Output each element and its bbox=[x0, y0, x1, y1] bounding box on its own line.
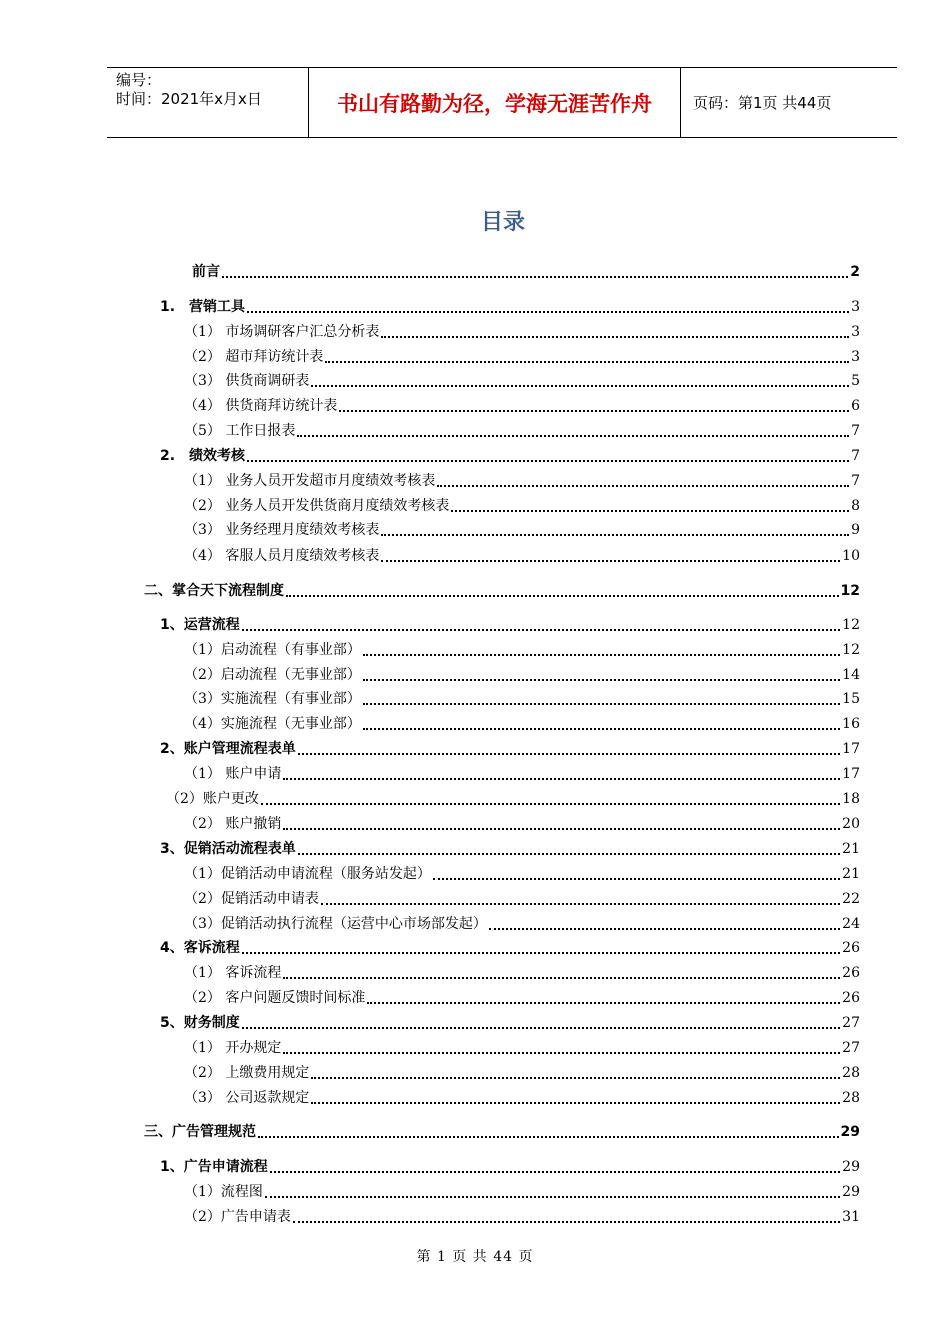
toc-entry-label: （3） 供货商调研表 bbox=[184, 373, 310, 389]
toc-entry-page: 14 bbox=[842, 667, 860, 683]
header-motto: 书山有路勤为径，学海无涯苦作舟 bbox=[309, 68, 681, 137]
toc-entry[interactable] bbox=[160, 446, 860, 466]
toc-entry-page: 7 bbox=[851, 473, 860, 489]
toc-entry-page: 3 bbox=[851, 299, 860, 315]
toc-entry-label: （2） 上缴费用规定 bbox=[184, 1065, 310, 1081]
toc-entry-page: 12 bbox=[842, 617, 860, 633]
toc-entry[interactable] bbox=[184, 1063, 860, 1083]
toc-leader-dots bbox=[247, 310, 849, 313]
toc-entry-page: 27 bbox=[842, 1015, 860, 1031]
toc-entry[interactable] bbox=[184, 988, 860, 1008]
toc-entry-page: 12 bbox=[840, 583, 860, 599]
toc-entry-label: 5、财务制度 bbox=[160, 1015, 240, 1031]
page-footer: 第 1 页 共 44 页 bbox=[416, 1249, 534, 1265]
toc-leader-dots bbox=[283, 827, 840, 830]
toc-entry[interactable] bbox=[160, 739, 860, 759]
toc-leader-dots bbox=[321, 902, 840, 905]
toc-entry-page: 31 bbox=[842, 1209, 860, 1225]
toc-entry[interactable] bbox=[160, 297, 860, 317]
toc-entry-page: 17 bbox=[842, 766, 860, 782]
toc-entry[interactable] bbox=[184, 764, 860, 784]
toc-entry-label: （2）启动流程（无事业部） bbox=[184, 667, 361, 683]
toc-entry-label: （5） 工作日报表 bbox=[184, 423, 296, 439]
toc-entry[interactable] bbox=[160, 839, 860, 859]
toc-entry[interactable] bbox=[184, 1038, 860, 1058]
toc-title: 目录 bbox=[480, 210, 525, 235]
toc-entry[interactable] bbox=[184, 1207, 860, 1227]
toc-entry-label: （1）启动流程（有事业部） bbox=[184, 642, 361, 658]
toc-entry[interactable] bbox=[184, 914, 860, 934]
toc-entry[interactable] bbox=[184, 814, 860, 834]
toc-leader-dots bbox=[293, 1220, 840, 1223]
toc-entry-label: （2） 超市拜访统计表 bbox=[184, 349, 324, 365]
toc-leader-dots bbox=[283, 1051, 840, 1054]
toc-entry[interactable] bbox=[184, 689, 860, 709]
toc-leader-dots bbox=[311, 1076, 840, 1079]
toc-leader-dots bbox=[339, 409, 849, 412]
toc-leader-dots bbox=[381, 533, 849, 536]
toc-entry-page: 7 bbox=[851, 423, 860, 439]
toc-entry-label: （3） 公司返款规定 bbox=[184, 1090, 310, 1106]
toc-entry-label: （2） 业务人员开发供货商月度绩效考核表 bbox=[184, 498, 450, 514]
toc-entry-page: 18 bbox=[842, 791, 860, 807]
toc-leader-dots bbox=[367, 1001, 840, 1004]
toc-entry-page: 7 bbox=[851, 448, 860, 464]
toc-entry-label: （3）促销活动执行流程（运营中心市场部发起） bbox=[184, 916, 487, 932]
toc-entry-label: （1）流程图 bbox=[184, 1184, 263, 1200]
toc-leader-dots bbox=[311, 1101, 840, 1104]
toc-leader-dots bbox=[433, 877, 840, 880]
toc-entry[interactable] bbox=[160, 615, 860, 635]
toc-entry-page: 2 bbox=[850, 264, 860, 280]
toc-leader-dots bbox=[242, 628, 840, 631]
toc-entry-label: （4） 供货商拜访统计表 bbox=[184, 398, 338, 414]
toc-entry-page: 24 bbox=[842, 916, 860, 932]
document-number: 编号： bbox=[116, 71, 162, 89]
toc-entry-page: 26 bbox=[842, 965, 860, 981]
toc-leader-dots bbox=[489, 927, 840, 930]
toc-entry-page: 29 bbox=[840, 1124, 860, 1140]
toc-entry-label: 2. 绩效考核 bbox=[160, 448, 246, 464]
toc-leader-dots bbox=[247, 459, 849, 462]
toc-entry-label: （2） 账户撤销 bbox=[184, 816, 282, 832]
toc-entry-label: 前言 bbox=[192, 264, 220, 280]
toc-leader-dots bbox=[381, 559, 840, 562]
toc-leader-dots bbox=[363, 727, 840, 730]
toc-entry[interactable] bbox=[184, 665, 860, 685]
toc-entry[interactable] bbox=[184, 421, 860, 441]
toc-entry[interactable] bbox=[184, 520, 860, 540]
toc-entry-page: 9 bbox=[851, 522, 860, 538]
toc-leader-dots bbox=[437, 484, 849, 487]
toc-entry-page: 28 bbox=[842, 1090, 860, 1106]
toc-leader-dots bbox=[270, 1170, 840, 1173]
toc-entry-page: 17 bbox=[842, 741, 860, 757]
toc-entry-page: 26 bbox=[842, 940, 860, 956]
document-header bbox=[107, 67, 897, 138]
toc-entry-label: （2）广告申请表 bbox=[184, 1209, 291, 1225]
toc-entry[interactable] bbox=[184, 1088, 860, 1108]
toc-entry-page: 29 bbox=[842, 1184, 860, 1200]
toc-leader-dots bbox=[283, 976, 840, 979]
toc-entry[interactable] bbox=[184, 471, 860, 491]
toc-leader-dots bbox=[286, 594, 839, 597]
toc-entry-page: 21 bbox=[842, 841, 860, 857]
toc-entry[interactable] bbox=[160, 1157, 860, 1177]
toc-entry[interactable] bbox=[160, 1013, 860, 1033]
toc-entry-page: 15 bbox=[842, 691, 860, 707]
toc-entry-page: 5 bbox=[851, 373, 860, 389]
toc-leader-dots bbox=[261, 802, 840, 805]
toc-entry[interactable] bbox=[144, 581, 860, 601]
toc-entry[interactable] bbox=[166, 789, 860, 809]
toc-entry[interactable] bbox=[192, 262, 860, 282]
toc-entry-page: 20 bbox=[842, 816, 860, 832]
toc-entry-label: 二、掌合天下流程制度 bbox=[144, 583, 284, 599]
toc-leader-dots bbox=[222, 275, 848, 278]
toc-entry-label: （1）促销活动申请流程（服务站发起） bbox=[184, 866, 431, 882]
toc-entry-page: 10 bbox=[842, 548, 860, 564]
toc-entry-label: （4）实施流程（无事业部） bbox=[184, 716, 361, 732]
toc-leader-dots bbox=[298, 752, 840, 755]
toc-entry-page: 6 bbox=[851, 398, 860, 414]
header-meta bbox=[107, 68, 309, 137]
toc-entry[interactable] bbox=[184, 963, 860, 983]
toc-leader-dots bbox=[297, 434, 849, 437]
toc-entry-page: 12 bbox=[842, 642, 860, 658]
toc-entry-label: 3、促销活动流程表单 bbox=[160, 841, 296, 857]
toc-entry-label: （1） 账户申请 bbox=[184, 766, 282, 782]
toc-entry-label: 三、广告管理规范 bbox=[144, 1124, 256, 1140]
toc-entry[interactable] bbox=[184, 640, 860, 660]
toc-leader-dots bbox=[258, 1135, 839, 1138]
toc-entry-label: （4） 客服人员月度绩效考核表 bbox=[184, 548, 380, 564]
toc-entry[interactable] bbox=[184, 396, 860, 416]
toc-entry[interactable] bbox=[144, 1122, 860, 1142]
header-page-info: 页码：第1页 共44页 bbox=[693, 94, 832, 112]
toc-leader-dots bbox=[363, 702, 840, 705]
toc-leader-dots bbox=[363, 678, 840, 681]
toc-entry[interactable] bbox=[184, 322, 860, 342]
toc-entry-label: （2） 客户问题反馈时间标准 bbox=[184, 990, 366, 1006]
toc-entry-page: 22 bbox=[842, 891, 860, 907]
toc-entry-label: 1、运营流程 bbox=[160, 617, 240, 633]
toc-leader-dots bbox=[265, 1195, 840, 1198]
toc-leader-dots bbox=[242, 951, 840, 954]
toc-entry-label: （3） 业务经理月度绩效考核表 bbox=[184, 522, 380, 538]
toc-leader-dots bbox=[283, 777, 840, 780]
toc-entry-page: 29 bbox=[842, 1159, 860, 1175]
toc-entry-page: 28 bbox=[842, 1065, 860, 1081]
toc-entry-page: 16 bbox=[842, 716, 860, 732]
toc-entry[interactable] bbox=[184, 889, 860, 909]
toc-entry-page: 27 bbox=[842, 1040, 860, 1056]
toc-leader-dots bbox=[311, 384, 849, 387]
toc-leader-dots bbox=[381, 335, 849, 338]
toc-entry-label: （1） 客诉流程 bbox=[184, 965, 282, 981]
toc-entry-label: （2）账户更改 bbox=[166, 791, 259, 807]
toc-entry-page: 3 bbox=[851, 349, 860, 365]
toc-entry[interactable] bbox=[184, 347, 860, 367]
toc-entry-label: （1） 开办规定 bbox=[184, 1040, 282, 1056]
toc-entry-label: 4、客诉流程 bbox=[160, 940, 240, 956]
toc-entry-label: 1、广告申请流程 bbox=[160, 1159, 268, 1175]
toc-entry-label: （3）实施流程（有事业部） bbox=[184, 691, 361, 707]
toc-entry[interactable] bbox=[184, 371, 860, 391]
toc-entry[interactable] bbox=[160, 938, 860, 958]
toc-entry-label: 1. 营销工具 bbox=[160, 299, 246, 315]
toc-entry-label: （2）促销活动申请表 bbox=[184, 891, 319, 907]
toc-entry[interactable] bbox=[184, 496, 860, 516]
toc-leader-dots bbox=[242, 1026, 840, 1029]
toc-leader-dots bbox=[325, 360, 849, 363]
toc-entry-label: 2、账户管理流程表单 bbox=[160, 741, 296, 757]
toc-entry-page: 26 bbox=[842, 990, 860, 1006]
toc-entry[interactable] bbox=[184, 864, 860, 884]
toc-entry[interactable] bbox=[184, 546, 860, 566]
toc-leader-dots bbox=[363, 653, 840, 656]
toc-entry-page: 3 bbox=[851, 324, 860, 340]
toc-entry[interactable] bbox=[184, 1182, 860, 1202]
toc-entry-label: （1） 业务人员开发超市月度绩效考核表 bbox=[184, 473, 436, 489]
toc-entry-page: 21 bbox=[842, 866, 860, 882]
toc-leader-dots bbox=[298, 852, 840, 855]
toc-entry-label: （1） 市场调研客户汇总分析表 bbox=[184, 324, 380, 340]
toc-leader-dots bbox=[451, 509, 849, 512]
toc-entry[interactable] bbox=[184, 714, 860, 734]
document-date: 时间：2021年x月x日 bbox=[116, 90, 262, 108]
toc-entry-page: 8 bbox=[851, 498, 860, 514]
